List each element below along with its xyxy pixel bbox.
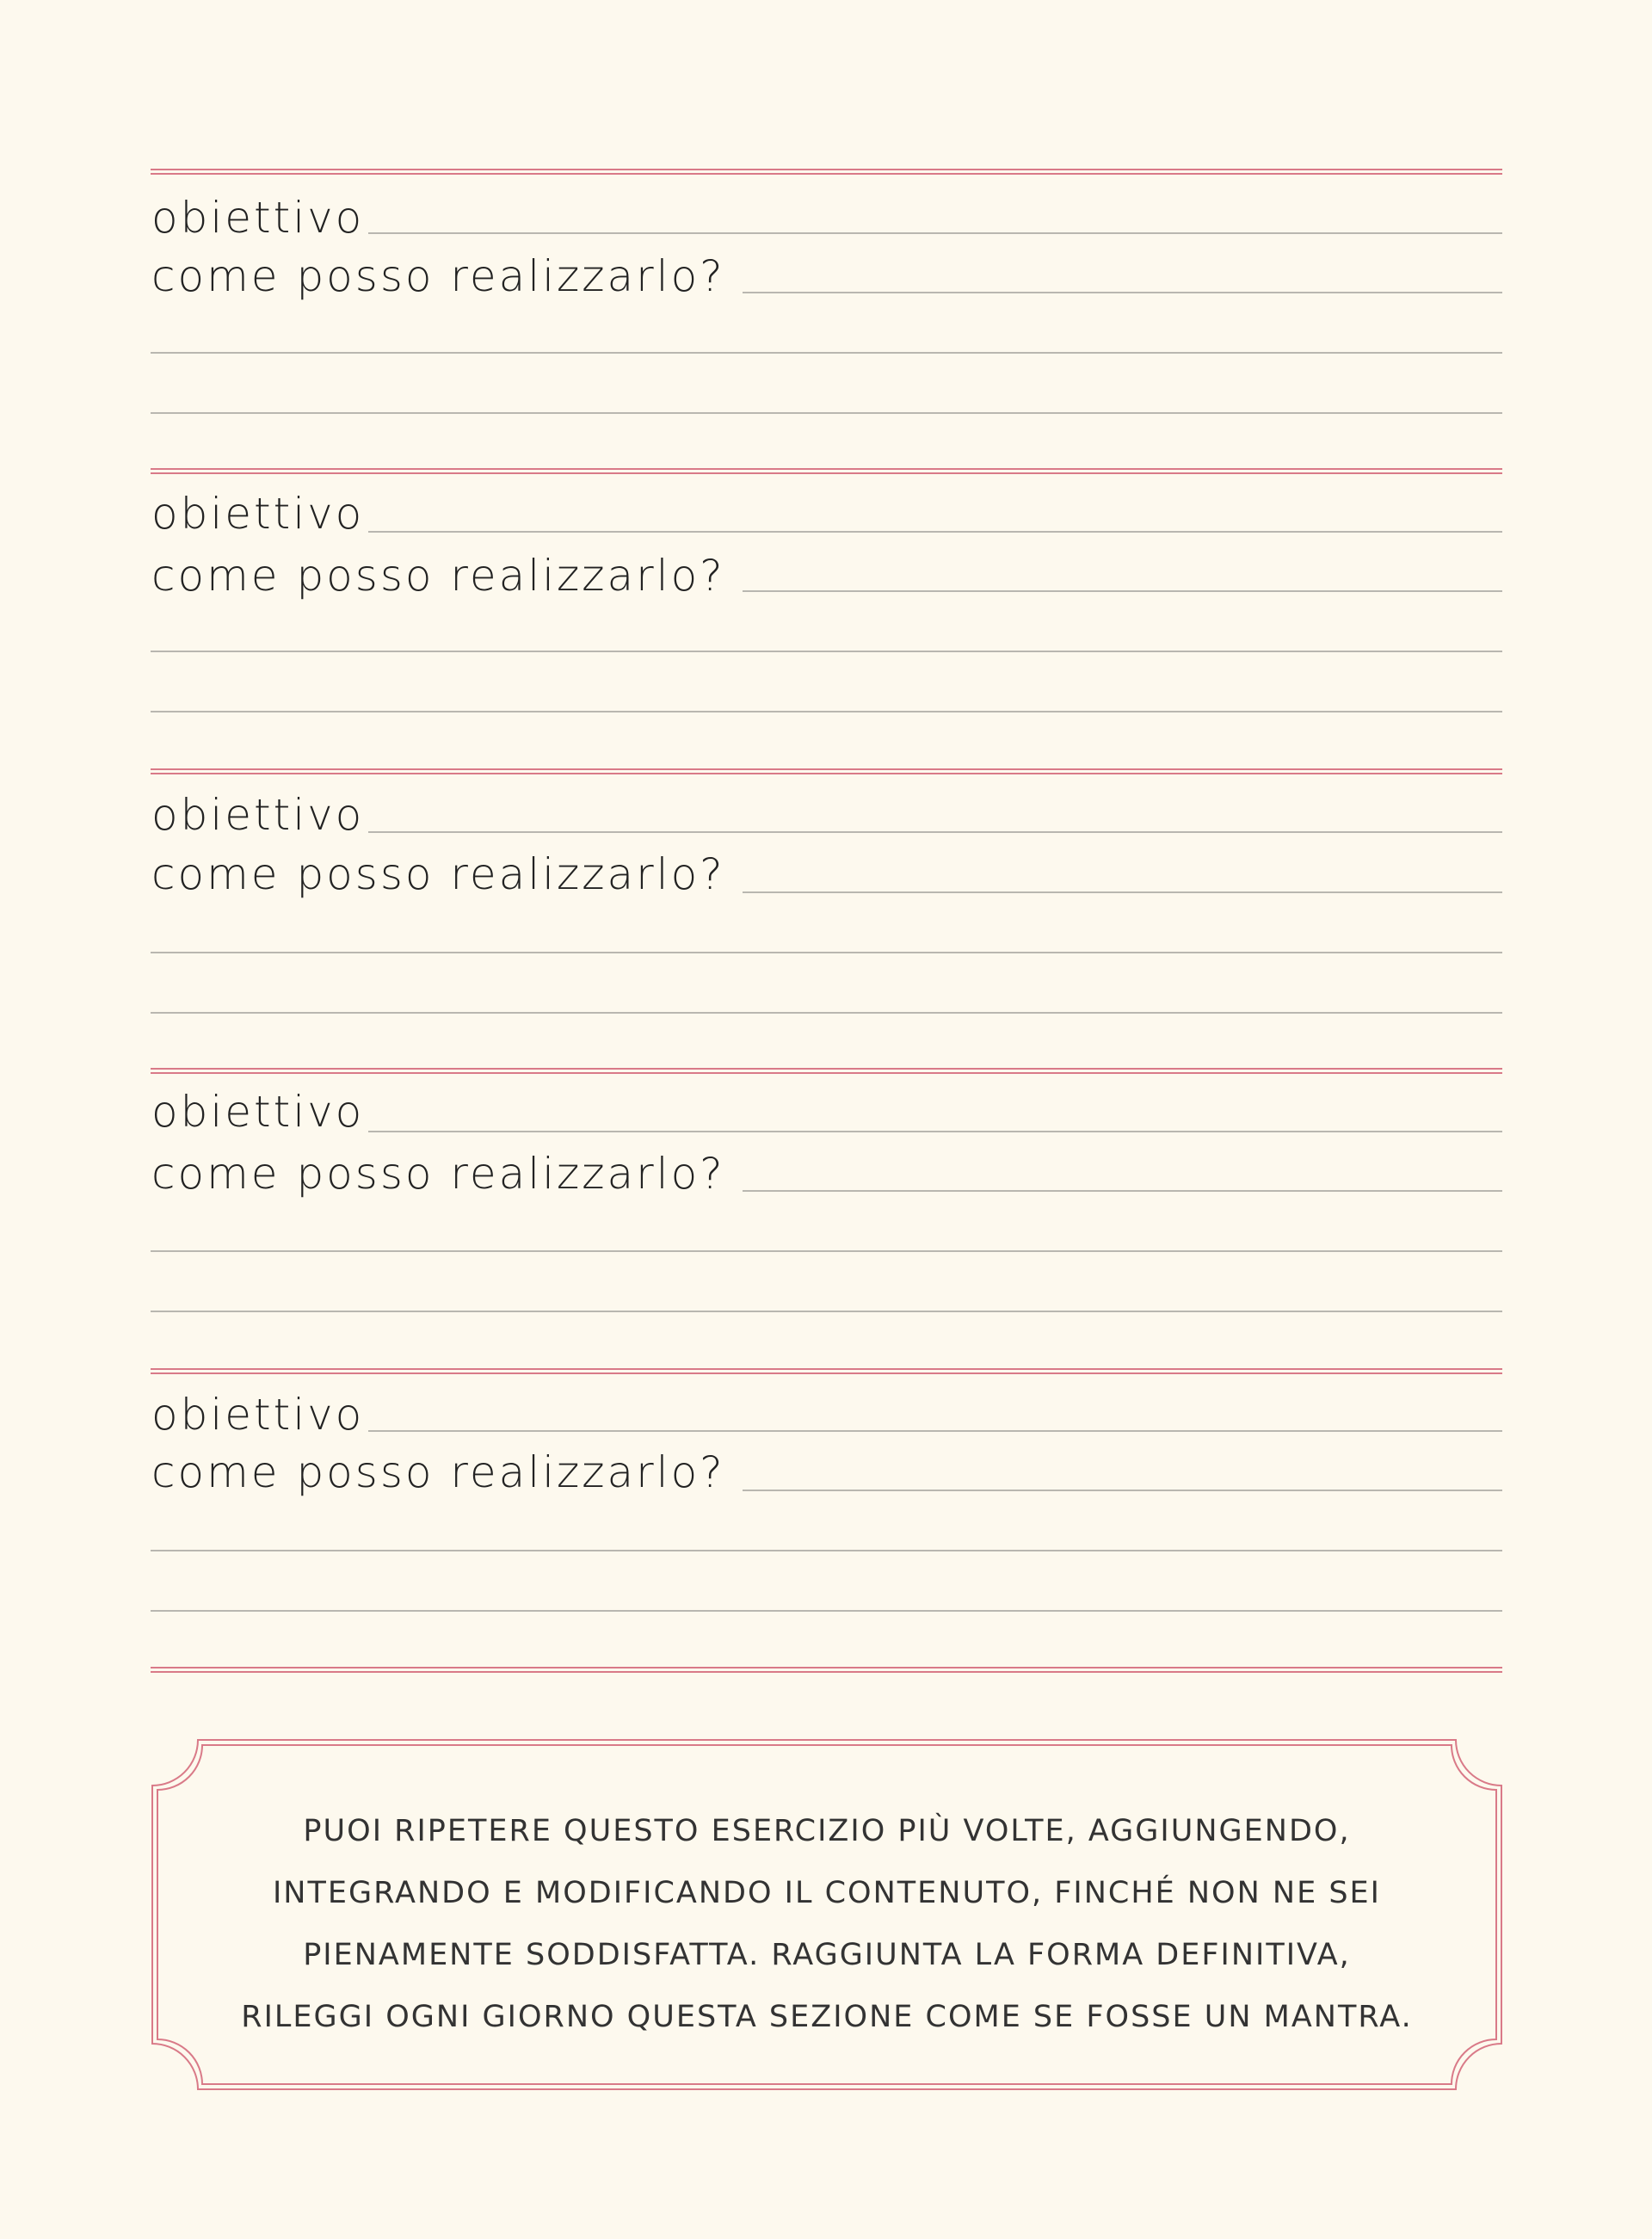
- section-divider: [151, 468, 1502, 474]
- writing-line[interactable]: [151, 1311, 1502, 1312]
- section-divider: [151, 169, 1502, 175]
- goal-writing-line[interactable]: [368, 531, 1502, 533]
- goal-label: obiettivo: [151, 193, 365, 243]
- how-writing-line[interactable]: [743, 1190, 1502, 1192]
- how-label: come posso realizzarlo?: [151, 551, 725, 601]
- writing-line[interactable]: [151, 1550, 1502, 1551]
- note-line: RILEGGI OGNI GIORNO QUESTA SEZIONE COME SE FOSSE UN MANTRA.: [241, 2000, 1413, 2034]
- note-line: PUOI RIPETERE QUESTO ESERCIZIO PIÙ VOLTE, AGGIUNGENDO,: [303, 1814, 1351, 1848]
- how-writing-line[interactable]: [743, 891, 1502, 893]
- goal-writing-line[interactable]: [368, 831, 1502, 833]
- section-divider: [151, 1368, 1502, 1374]
- writing-line[interactable]: [151, 651, 1502, 652]
- how-label: come posso realizzarlo?: [151, 1149, 725, 1199]
- goal-writing-line[interactable]: [368, 232, 1502, 234]
- how-label: come posso realizzarlo?: [151, 1447, 725, 1497]
- goal-label: obiettivo: [151, 1087, 365, 1137]
- note-line: INTEGRANDO E MODIFICANDO IL CONTENUTO, FINCHÉ NON NE SEI: [272, 1876, 1381, 1910]
- how-writing-line[interactable]: [743, 1490, 1502, 1491]
- writing-line[interactable]: [151, 1610, 1502, 1612]
- section-divider: [151, 768, 1502, 774]
- writing-line[interactable]: [151, 1012, 1502, 1014]
- section-divider: [151, 1068, 1502, 1074]
- writing-line[interactable]: [151, 352, 1502, 354]
- section-divider: [151, 1667, 1502, 1673]
- how-writing-line[interactable]: [743, 590, 1502, 592]
- goal-writing-line[interactable]: [368, 1131, 1502, 1132]
- how-label: come posso realizzarlo?: [151, 251, 725, 301]
- how-label: come posso realizzarlo?: [151, 849, 725, 899]
- goal-writing-line[interactable]: [368, 1430, 1502, 1432]
- note-line: PIENAMENTE SODDISFATTA. RAGGIUNTA LA FORMA DEFINITIVA,: [303, 1938, 1351, 1972]
- writing-line[interactable]: [151, 1250, 1502, 1252]
- goal-label: obiettivo: [151, 489, 365, 539]
- goal-label: obiettivo: [151, 790, 365, 840]
- writing-line[interactable]: [151, 412, 1502, 414]
- instruction-note-text: [151, 1800, 1503, 2048]
- how-writing-line[interactable]: [743, 292, 1502, 293]
- writing-line[interactable]: [151, 711, 1502, 712]
- writing-line[interactable]: [151, 952, 1502, 953]
- instruction-note-box: [151, 1738, 1503, 2091]
- goal-label: obiettivo: [151, 1390, 365, 1440]
